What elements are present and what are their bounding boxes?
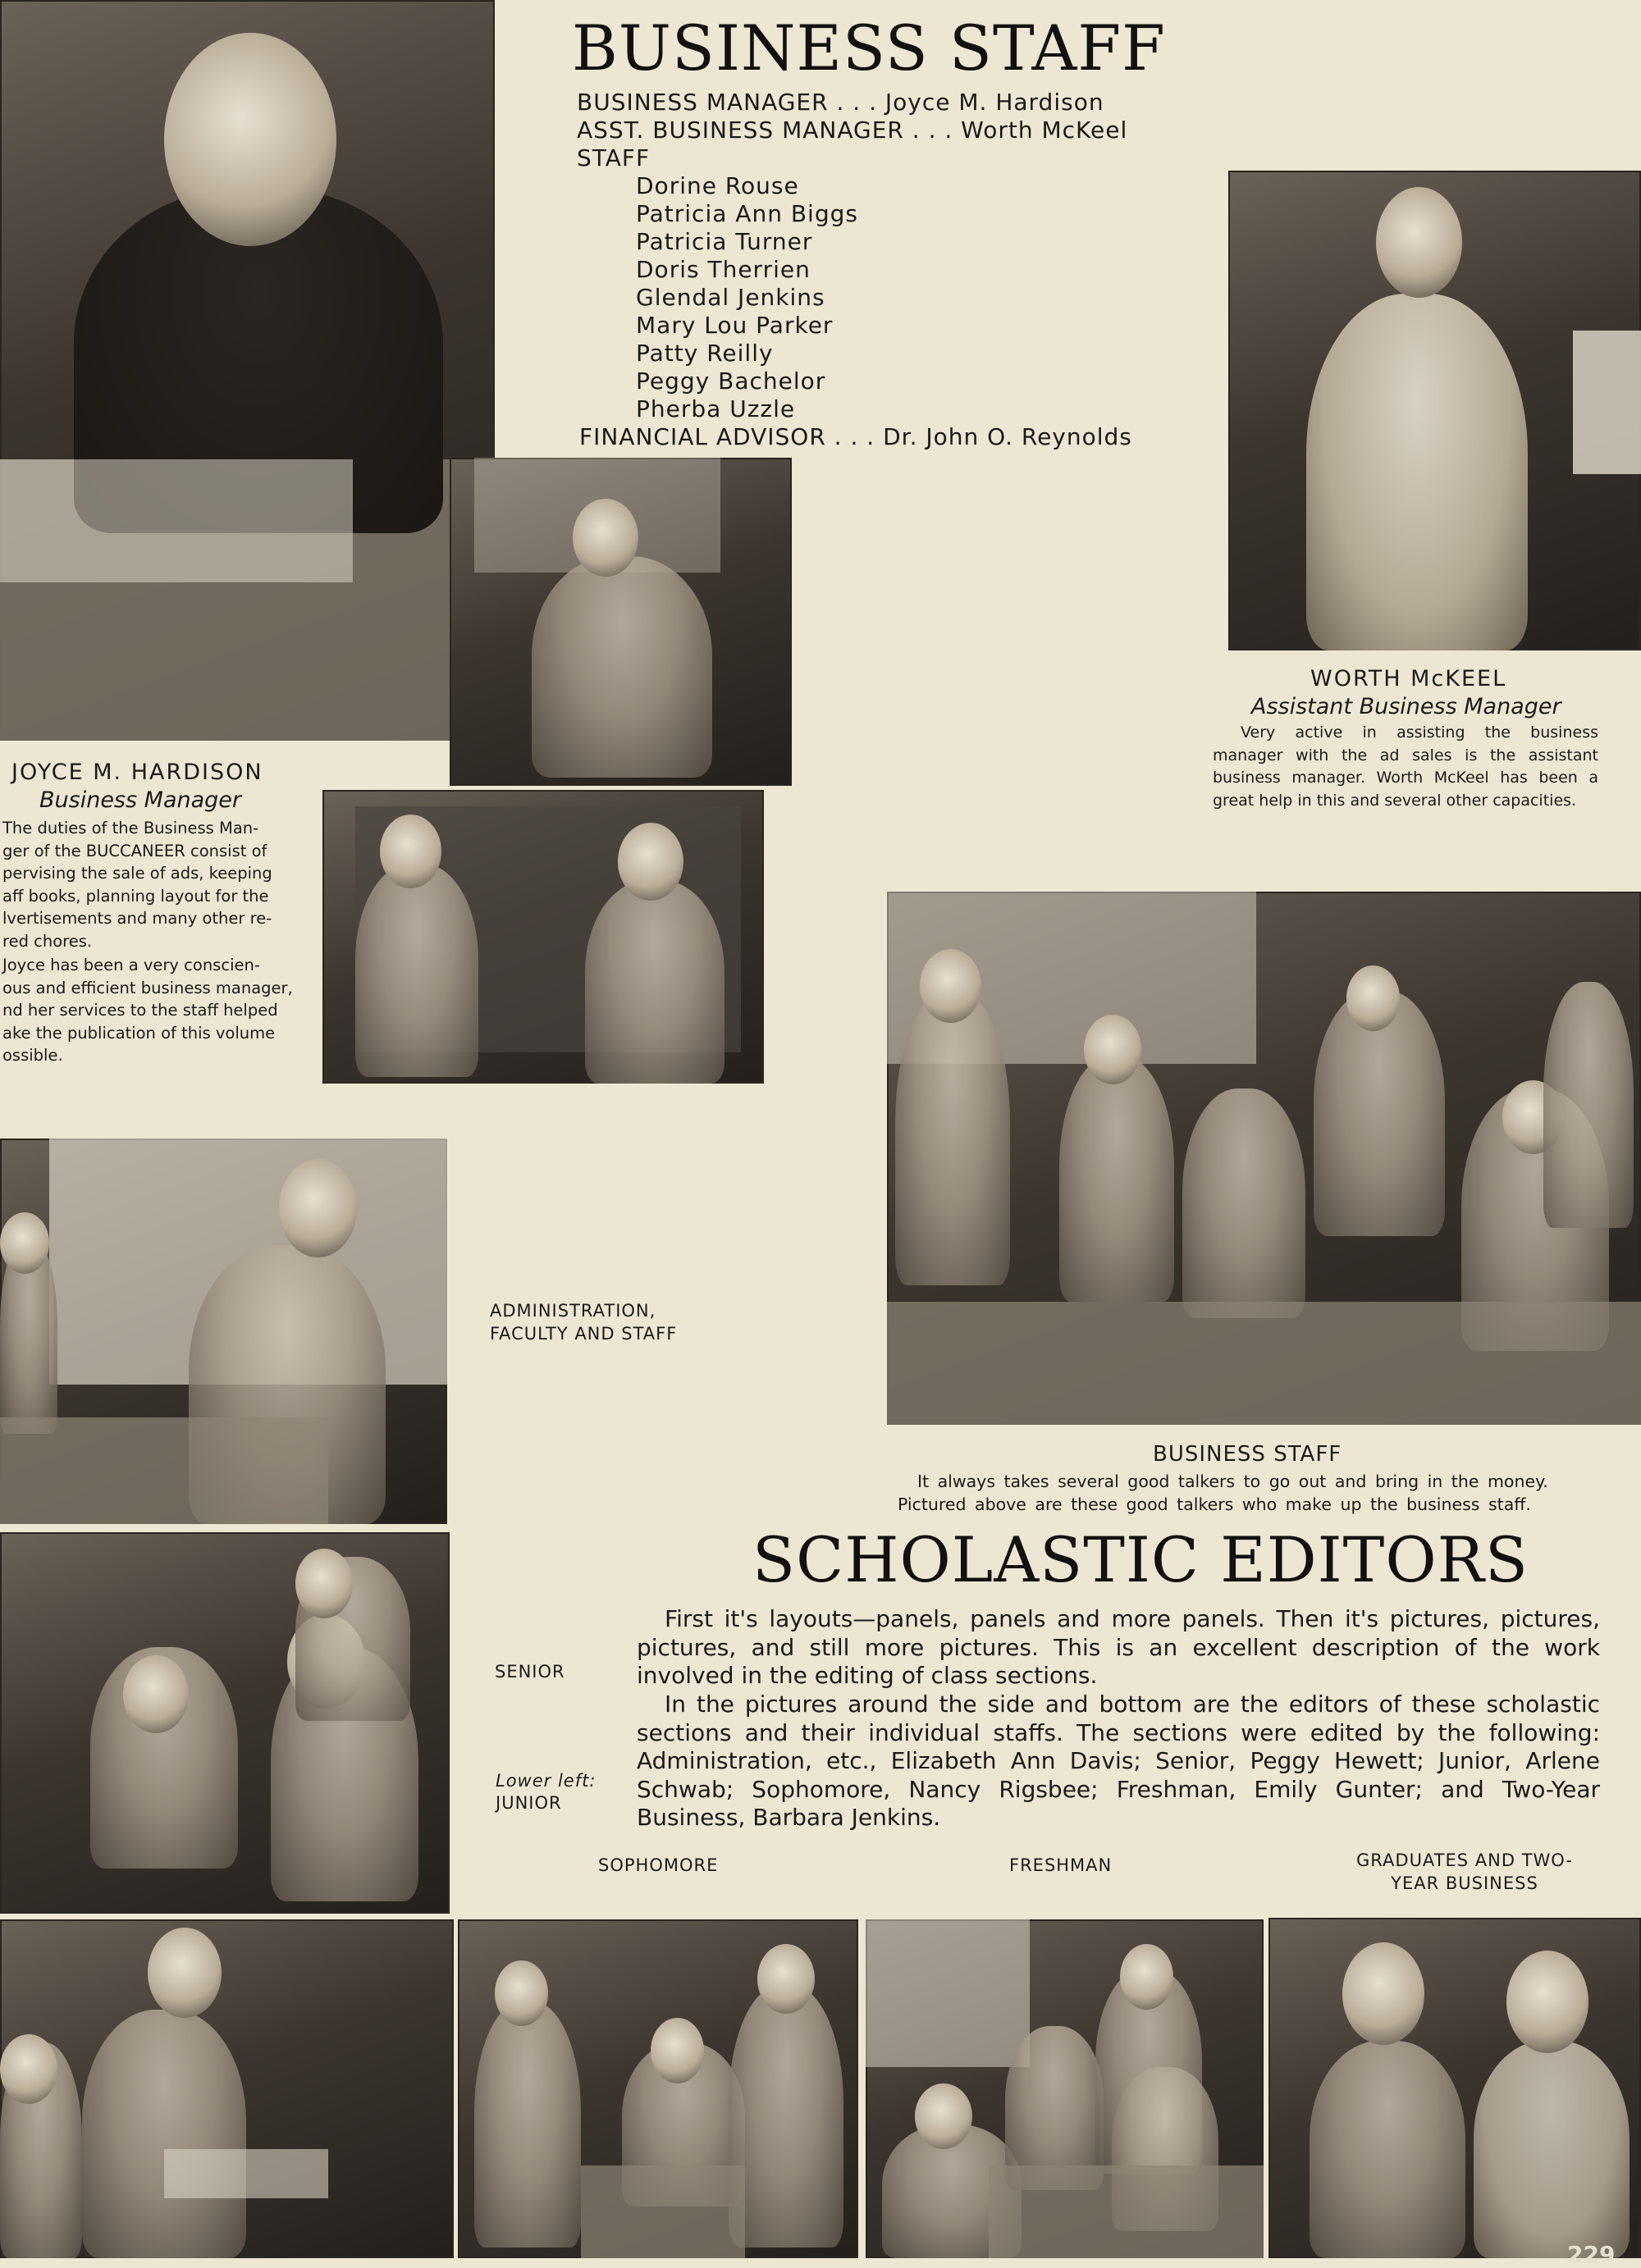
group-caption-line: It always takes several good talkers to go out and bring in the money. [917, 1472, 1548, 1491]
label-freshman: FRESHMAN [1009, 1855, 1113, 1875]
label-sophomore: SOPHOMORE [598, 1855, 719, 1875]
group-caption-title: BUSINESS STAFF [1153, 1442, 1342, 1467]
joyce-caption-line: Joyce has been a very conscien- [2, 956, 260, 974]
asst-business-manager-line: ASST. BUSINESS MANAGER . . . Worth McKeel [577, 116, 1128, 144]
worth-role: Assistant Business Manager [1251, 694, 1561, 719]
joyce-caption-line: ous and efficient business manager, [2, 978, 293, 997]
joyce-caption-body [2, 817, 304, 1067]
staff-member: Glendal Jenkins [636, 284, 825, 311]
photo-senior-editors [0, 1532, 450, 1914]
joyce-caption-line: nd her services to the staff helped [2, 1001, 278, 1020]
photo-business-staff-group [887, 892, 1641, 1425]
joyce-caption-line: ger of the BUCCANEER consist of [2, 841, 267, 860]
staff-member: Peggy Bachelor [636, 367, 826, 395]
worth-name: WORTH McKEEL [1310, 666, 1507, 691]
scholastic-paragraph-1: First it's layouts—panels, panels and more panels. Then it's pictures, pictures, pictures, and still more pictures. This is an excellent description of the work involved in the editing of class sections. [637, 1605, 1600, 1689]
joyce-role: Business Manager [39, 787, 241, 813]
photo-junior-editors [0, 1919, 454, 2258]
photo-graduates-business-editors [1268, 1918, 1641, 2258]
page-number: 229 [1567, 2241, 1616, 2268]
photo-freshman-editors [866, 1919, 1264, 2258]
photo-worth-mckeel [1228, 171, 1641, 650]
business-manager-line: BUSINESS MANAGER . . . Joyce M. Hardison [577, 89, 1104, 116]
staff-member: Pherba Uzzle [636, 395, 796, 422]
photo-administration-editors [0, 1139, 447, 1524]
staff-member: Mary Lou Parker [636, 312, 834, 339]
label-graduates-two-year-business: GRADUATES AND TWO-YEAR BUSINESS [1356, 1850, 1573, 1893]
group-caption-line: Pictured above are these good talkers who make up the business staff. [898, 1495, 1531, 1514]
staff-member: Patricia Turner [636, 228, 813, 255]
staff-member: Doris Therrien [636, 256, 811, 283]
staff-member: Dorine Rouse [636, 172, 799, 199]
photo-joyce-blackboard [322, 790, 764, 1084]
staff-member: Patricia Ann Biggs [636, 200, 858, 227]
label-junior: JUNIOR [496, 1793, 562, 1813]
joyce-name: JOYCE M. HARDISON [11, 760, 263, 785]
photo-joyce-seated [450, 458, 792, 786]
joyce-caption-line: pervising the sale of ads, keeping [2, 864, 272, 883]
scholastic-editors-heading: SCHOLASTIC EDITORS [752, 1523, 1529, 1596]
staff-label: STAFF [577, 144, 651, 171]
business-staff-heading: BUSINESS STAFF [572, 11, 1166, 84]
joyce-caption-line: aff books, planning layout for the [2, 886, 269, 906]
joyce-caption-line: ake the publication of this volume [2, 1023, 276, 1043]
scholastic-paragraph-2: In the pictures around the side and bottom are the editors of these scholastic sections and their individual staffs. The sections were edited by the following: Administration, etc., Elizabeth Ann Davis; Senior, Peggy Hewett; Junior, Arlene Schwab; Sophomore, Nancy Rigsbee; Freshman, Emily Gunter; and Two-Year Business, Barbara Jenkins. [637, 1691, 1600, 1831]
label-senior: SENIOR [495, 1662, 565, 1682]
joyce-caption-line: ossible. [2, 1046, 63, 1065]
staff-member: Patty Reilly [636, 340, 774, 367]
photo-joyce-hardison-desk [0, 0, 495, 741]
joyce-caption-line: The duties of the Business Man- [2, 819, 259, 837]
worth-caption-body: Very active in assisting the business manager with the ad sales is the assistant business manager. Worth McKeel has been a great help in this and several other capacities. [1213, 723, 1598, 810]
joyce-caption-line: red chores. [2, 931, 93, 951]
financial-advisor-line: FINANCIAL ADVISOR . . . Dr. John O. Reynolds [579, 423, 1132, 450]
joyce-caption-line: lvertisements and many other re- [2, 909, 272, 928]
label-administration: ADMINISTRATION, FACULTY AND STAFF [490, 1301, 678, 1344]
photo-sophomore-editors [458, 1919, 858, 2258]
label-lower-left: Lower left: [496, 1771, 597, 1791]
